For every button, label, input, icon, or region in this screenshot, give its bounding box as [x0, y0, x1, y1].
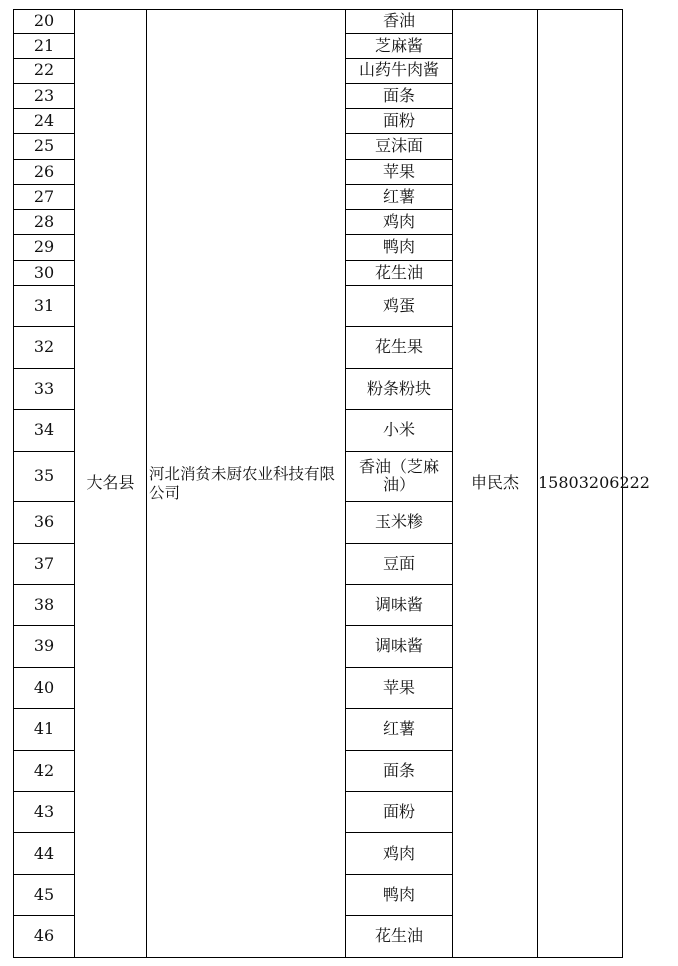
- row-number: 37: [14, 543, 75, 584]
- row-number: 31: [14, 285, 75, 326]
- row-number: 24: [14, 109, 75, 134]
- row-number: 33: [14, 368, 75, 409]
- product-cell: 调味酱: [346, 584, 453, 625]
- row-number: 40: [14, 667, 75, 708]
- row-number: 35: [14, 451, 75, 502]
- product-cell: 豆面: [346, 543, 453, 584]
- row-number: 25: [14, 134, 75, 159]
- row-number: 23: [14, 83, 75, 108]
- product-cell: 鸭肉: [346, 874, 453, 915]
- county-cell: 大名县: [75, 10, 147, 958]
- product-cell: 豆沫面: [346, 134, 453, 159]
- row-number: 26: [14, 159, 75, 184]
- product-table: [13, 9, 650, 958]
- row-number: 28: [14, 210, 75, 235]
- product-cell: 苹果: [346, 159, 453, 184]
- product-cell: 香油: [346, 10, 453, 34]
- row-number: 29: [14, 235, 75, 260]
- product-cell: 苹果: [346, 667, 453, 708]
- row-number: 45: [14, 874, 75, 915]
- product-cell: 粉条粉块: [346, 368, 453, 409]
- product-cell: 红薯: [346, 184, 453, 209]
- row-number: 42: [14, 750, 75, 791]
- product-cell: 面条: [346, 750, 453, 791]
- product-cell: 花生油: [346, 916, 453, 958]
- product-cell: 鸭肉: [346, 235, 453, 260]
- product-cell: 调味酱: [346, 626, 453, 667]
- product-cell: 芝麻酱: [346, 34, 453, 58]
- phone-cell: 15803206222: [538, 10, 623, 958]
- product-cell: 鸡肉: [346, 210, 453, 235]
- row-number: 32: [14, 327, 75, 368]
- row-number: 36: [14, 502, 75, 543]
- row-number: 22: [14, 58, 75, 83]
- product-cell: 红薯: [346, 709, 453, 750]
- product-cell: 香油（芝麻油）: [346, 451, 453, 502]
- row-number: 20: [14, 10, 75, 34]
- row-number: 41: [14, 709, 75, 750]
- row-number: 27: [14, 184, 75, 209]
- product-cell: 鸡蛋: [346, 285, 453, 326]
- product-cell: 小米: [346, 410, 453, 451]
- row-number: 38: [14, 584, 75, 625]
- row-number: 30: [14, 260, 75, 285]
- row-number: 39: [14, 626, 75, 667]
- product-cell: 玉米糁: [346, 502, 453, 543]
- product-cell: 面粉: [346, 792, 453, 833]
- product-cell: 山药牛肉酱: [346, 58, 453, 83]
- company-cell: 河北消贫未厨农业科技有限公司: [147, 10, 346, 958]
- product-cell: 面粉: [346, 109, 453, 134]
- row-number: 46: [14, 916, 75, 958]
- table-row: [14, 10, 623, 34]
- product-cell: 鸡肉: [346, 833, 453, 874]
- row-number: 21: [14, 34, 75, 58]
- contact-cell: 申民杰: [453, 10, 538, 958]
- product-cell: 花生油: [346, 260, 453, 285]
- product-cell: 面条: [346, 83, 453, 108]
- row-number: 34: [14, 410, 75, 451]
- row-number: 43: [14, 792, 75, 833]
- row-number: 44: [14, 833, 75, 874]
- table-body: [14, 10, 650, 958]
- product-cell: 花生果: [346, 327, 453, 368]
